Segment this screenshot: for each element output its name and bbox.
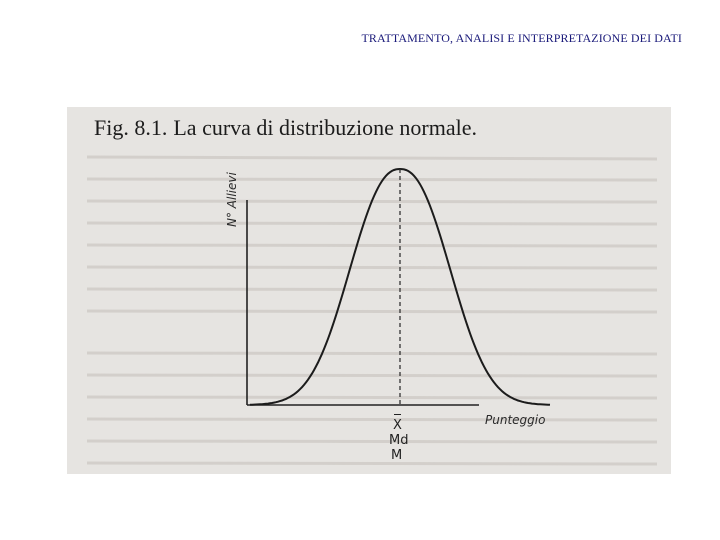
- x-axis-label: Punteggio: [485, 413, 546, 427]
- figure-caption: [94, 115, 477, 141]
- mean-label: [393, 418, 402, 433]
- page-header: TRATTAMENTO, ANALISI E INTERPRETAZIONE DEI DATI: [361, 31, 682, 45]
- mean-overbar: [394, 414, 401, 415]
- figure-drawing: [67, 107, 671, 474]
- scanned-figure: [67, 107, 671, 474]
- mean-symbol: X: [393, 418, 402, 433]
- median-label: Md: [389, 433, 409, 448]
- y-axis-label: N° Allievi: [225, 172, 239, 227]
- figure-number: Fig. 8.1.: [94, 115, 168, 140]
- mode-label: M: [391, 448, 403, 463]
- figure-title: La curva di distribuzione normale.: [173, 115, 477, 140]
